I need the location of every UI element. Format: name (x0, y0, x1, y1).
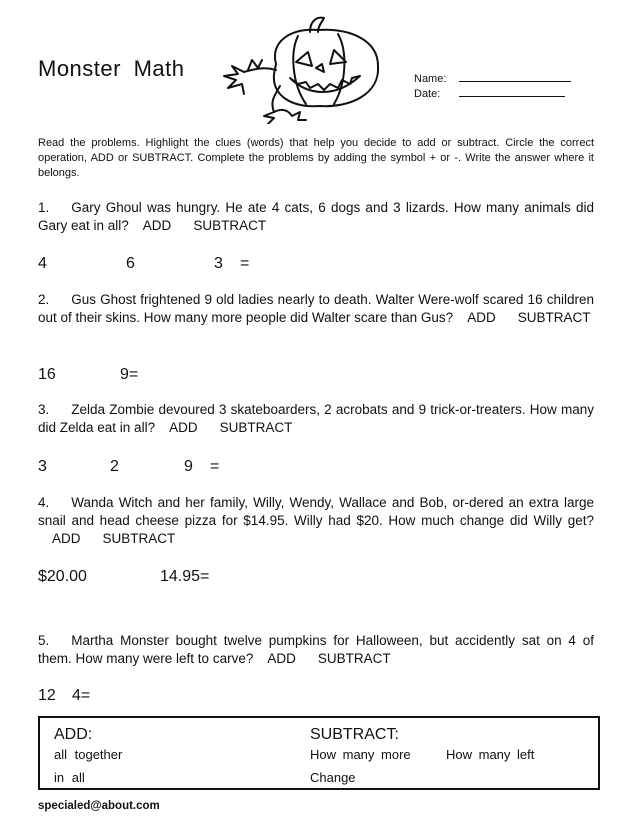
add-clue: all together (54, 747, 123, 762)
problem-number: 2. (38, 292, 50, 307)
equation-term: 12 (38, 687, 56, 704)
clue-key-box (38, 716, 600, 790)
name-field[interactable] (414, 70, 571, 85)
equation-term: 3 (38, 458, 47, 475)
problem-text: Wanda Witch and her family, Willy, Wendy, Wallace and Bob, or-dered an extra large snail and head cheese pizza for $14.95. Willy had $20. How much change did Willy get? (38, 495, 594, 528)
problem-number: 3. (38, 402, 50, 417)
name-label: Name: (414, 73, 447, 85)
subtract-option[interactable]: SUBTRACT (517, 310, 591, 325)
date-label: Date: (414, 88, 441, 100)
subtract-option[interactable]: SUBTRACT (317, 651, 391, 666)
problem-number: 4. (38, 495, 50, 510)
equation-term: 4= (72, 687, 91, 704)
page-title: Monster Math (38, 56, 185, 81)
add-option[interactable]: ADD (467, 310, 496, 325)
equation-term: $20.00 (38, 568, 87, 585)
equation-term: 4 (38, 255, 47, 272)
equation-term: 3 (214, 255, 223, 272)
problem-4 (38, 494, 594, 548)
subtract-clue: How many left (446, 747, 535, 762)
equation-term: 14.95= (160, 568, 210, 585)
date-field[interactable] (414, 85, 565, 100)
subtract-clue: How many more (310, 747, 411, 762)
problem-number: 1. (38, 200, 50, 215)
equation-term: 9 (184, 458, 193, 475)
subtract-option[interactable]: SUBTRACT (219, 420, 293, 435)
equation-equals: = (240, 255, 250, 272)
add-option[interactable]: ADD (52, 531, 81, 546)
add-clue: in all (54, 770, 85, 785)
equation-term: 6 (126, 255, 135, 272)
date-line (459, 85, 565, 97)
subtract-clue: Change (310, 770, 356, 785)
problem-1 (38, 199, 594, 235)
equation-term: 16 (38, 366, 56, 383)
instructions: Read the problems. Highlight the clues (words) that help you decide to add or subtract. Circle the correct operation, ADD or SUBTRACT. Complete the problems by adding the symbol + or -. Write the answer where it belongs. (38, 137, 594, 179)
problem-text: Gary Ghoul was hungry. He ate 4 cats, 6 dogs and 3 lizards. How many animals did Gary eat in all? (38, 200, 594, 233)
add-option[interactable]: ADD (142, 218, 172, 233)
subtract-option[interactable]: SUBTRACT (193, 218, 267, 233)
problem-number: 5. (38, 633, 50, 648)
equation-term: 2 (110, 458, 119, 475)
problem-3 (38, 401, 594, 437)
add-option[interactable]: ADD (267, 651, 296, 666)
subtract-option[interactable]: SUBTRACT (102, 531, 176, 546)
add-heading: ADD: (54, 726, 93, 743)
subtract-heading: SUBTRACT: (310, 726, 399, 743)
name-line (459, 70, 571, 82)
problem-text: Gus Ghost frightened 9 old ladies nearly to death. Walter Were-wolf scared 16 children out of their skins. How many more people did Walter scare than Gus? (38, 292, 594, 325)
add-option[interactable]: ADD (169, 420, 198, 435)
footer-email: specialed@about.com (38, 800, 160, 812)
problem-5 (38, 632, 594, 668)
equation-equals: = (210, 458, 220, 475)
problem-2 (38, 291, 594, 327)
problem-text: Zelda Zombie devoured 3 skateboarders, 2 acrobats and 9 trick-or-treaters. How many did Zelda eat in all? (38, 402, 594, 435)
jack-o-lantern-icon (218, 12, 398, 124)
equation-term: 9= (120, 366, 139, 383)
problem-text: Martha Monster bought twelve pumpkins for Halloween, but accidently sat on 4 of them. How many were left to carve? (38, 633, 594, 666)
